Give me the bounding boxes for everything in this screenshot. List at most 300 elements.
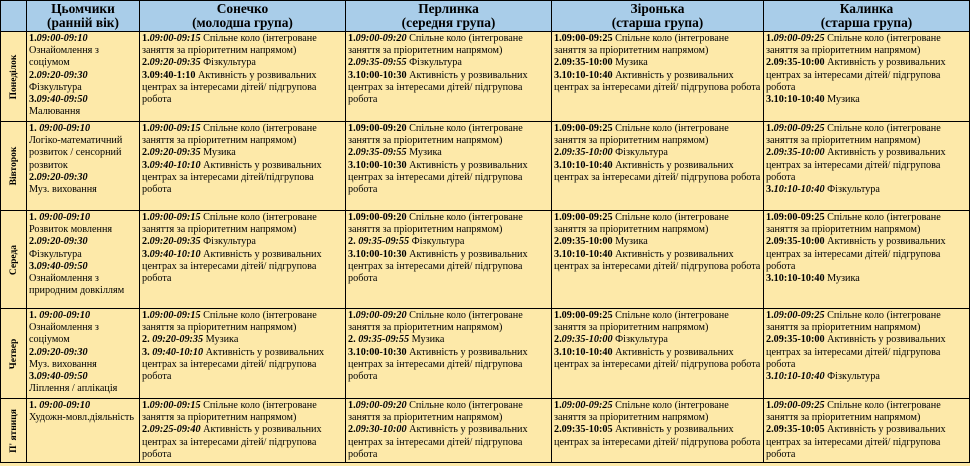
activity-entry xyxy=(766,334,967,371)
entry-number: 1. xyxy=(142,212,150,223)
entry-time: 09:30-10:00 xyxy=(355,424,407,436)
entry-time: 09:40-09:50 xyxy=(36,260,88,272)
day-cell xyxy=(1,211,27,309)
entry-text: Спільне коло (інтегроване заняття за пріоритетним напрямом) xyxy=(142,310,317,334)
group-header: Зіронька (старша група) xyxy=(552,1,764,32)
entry-number: 2. xyxy=(142,147,150,159)
schedule-cell xyxy=(764,309,970,399)
schedule-cell xyxy=(552,122,764,211)
schedule-cell xyxy=(346,211,552,309)
entry-number: 3. xyxy=(142,248,150,260)
entry-text: Ліплення / аплікація xyxy=(29,383,118,395)
entry-number: 3. xyxy=(142,159,150,171)
entry-text: Активність у розвивальних центрах за інтересами дітей/ підгрупова робота xyxy=(766,236,946,272)
schedule-cell xyxy=(764,399,970,463)
activity-entry xyxy=(29,412,137,424)
entry-number: 3.10:10-10:40 xyxy=(554,69,613,81)
activity-entry xyxy=(142,424,343,461)
activity-entry xyxy=(29,184,137,196)
activity-entry xyxy=(766,424,967,461)
entry-number: 2.09:35-10:05 xyxy=(554,424,613,436)
activity-entry xyxy=(766,57,967,94)
entry-number: 2. xyxy=(554,147,562,159)
activity-entry xyxy=(348,310,549,334)
activity-entry xyxy=(142,310,343,334)
entry-time: 09:00-09:25 xyxy=(773,400,825,411)
entry-number: 1. xyxy=(348,33,356,44)
day-label: Четвер xyxy=(8,338,19,369)
activity-entry xyxy=(29,359,137,371)
entry-number: 2. xyxy=(348,236,356,248)
activity-entry xyxy=(142,249,343,286)
schedule-cell xyxy=(27,32,140,122)
entry-text: Спільне коло (інтегроване заняття за пріоритетним напрямом) xyxy=(348,123,523,147)
entry-number: 1. xyxy=(29,123,37,134)
entry-time: 09:20-09:30 xyxy=(36,69,88,81)
entry-time: 10:10-10:40 xyxy=(773,371,825,383)
activity-entry xyxy=(29,70,137,82)
entry-text: Спільне коло (інтегроване заняття за пріоритетним напрямом) xyxy=(348,400,523,424)
entry-text: Малювання xyxy=(29,106,81,118)
entry-number: 1. xyxy=(29,400,37,411)
schedule-cell xyxy=(27,211,140,309)
entry-number: 3. xyxy=(142,346,150,358)
group-header: Перлинка (середня група) xyxy=(346,1,552,32)
entry-time: 09:00-09:10 xyxy=(36,310,91,321)
activity-entry xyxy=(29,45,137,69)
activity-entry xyxy=(29,94,137,106)
activity-entry xyxy=(766,273,967,285)
activity-entry xyxy=(554,57,761,69)
entry-number: 1. xyxy=(29,212,37,223)
activity-entry xyxy=(29,273,137,297)
table-row xyxy=(1,399,970,463)
activity-entry xyxy=(348,147,549,159)
entry-text: Спільне коло (інтегроване заняття за пріоритетним напрямом) xyxy=(554,123,729,147)
entry-number: 1. xyxy=(766,123,774,134)
entry-time: 09:00-09:20 xyxy=(355,310,407,321)
entry-number: 3.10:10-10:40 xyxy=(766,94,825,106)
entry-time: 09:00-09:15 xyxy=(149,123,201,134)
entry-number: 2.09:35-10:00 xyxy=(766,236,825,248)
entry-number: 3. xyxy=(29,94,37,106)
entry-number: 2. xyxy=(142,236,150,248)
entry-number: 2. xyxy=(29,69,37,81)
entry-text: Музика xyxy=(203,334,239,346)
entry-time: 10:10-10:40 xyxy=(773,184,825,196)
entry-number: 1. xyxy=(766,400,774,411)
entry-time: 09:35-09:55 xyxy=(355,57,407,69)
activity-entry xyxy=(142,236,343,248)
entry-text: Ознайомлення з природним довкіллям xyxy=(29,273,125,297)
activity-entry xyxy=(766,33,967,57)
entry-number: 1.09:00-09:25 xyxy=(554,123,613,134)
entry-number: 2.09:35-10:05 xyxy=(766,424,825,436)
entry-text: Музика xyxy=(824,273,860,285)
activity-entry xyxy=(766,94,967,106)
entry-time: 09:35-10:00 xyxy=(773,147,825,159)
entry-number: 1. xyxy=(29,310,37,321)
entry-number: 2. xyxy=(142,424,150,436)
activity-entry xyxy=(766,212,967,236)
day-label: П' ятниця xyxy=(8,408,19,453)
entry-number: 1.09:00-09:20 xyxy=(348,212,407,223)
entry-text: Активність у розвивальних центрах за інтересами дітей/ підгрупова робота xyxy=(348,346,528,383)
entry-time: 09:00-09:25 xyxy=(773,310,825,321)
activity-entry xyxy=(142,212,343,236)
entry-text: Фізкультура xyxy=(200,57,256,69)
entry-number: 1. xyxy=(142,400,150,411)
entry-number: 2. xyxy=(29,171,37,183)
entry-number: 2. xyxy=(348,147,356,159)
entry-number: 2. xyxy=(142,334,150,346)
entry-number: 2.09:35-10:00 xyxy=(766,334,825,346)
activity-entry xyxy=(348,249,549,286)
table-row xyxy=(1,211,970,309)
entry-time: 09:40-10:10 xyxy=(149,159,201,171)
activity-entry xyxy=(554,70,761,94)
entry-number: 2.09:35-10:00 xyxy=(554,236,613,248)
activity-entry xyxy=(142,70,343,107)
entry-text: Активність у розвивальних центрах за інтересами дітей/ підгрупова робота xyxy=(142,346,325,383)
entry-number: 2. xyxy=(29,346,37,358)
entry-time: 09:00-09:10 xyxy=(36,33,88,44)
entry-text: Спільне коло (інтегроване заняття за пріоритетним напрямом) xyxy=(348,33,523,57)
entry-number: 3.10:10-10:40 xyxy=(554,346,613,358)
entry-text: Спільне коло (інтегроване заняття за пріоритетним напрямом) xyxy=(142,212,317,236)
entry-text: Спільне коло (інтегроване заняття за пріоритетним напрямом) xyxy=(766,400,941,424)
group-header: Калинка (старша група) xyxy=(764,1,970,32)
entry-time: 09:35-09:55 xyxy=(355,334,410,346)
entry-number: 2. xyxy=(142,57,150,69)
entry-time: 09:00-09:15 xyxy=(149,310,201,321)
entry-text: Фізкультура xyxy=(406,57,462,69)
group-header: Цьомчики (ранній вік) xyxy=(27,1,140,32)
entry-number: 3.10:10-10:40 xyxy=(554,159,613,171)
schedule-cell xyxy=(140,122,346,211)
entry-number: 3.10:00-10:30 xyxy=(348,159,407,171)
entry-number: 3.10:00-10:30 xyxy=(348,248,407,260)
entry-text: Музика xyxy=(200,147,236,159)
activity-entry xyxy=(29,236,137,248)
activity-entry xyxy=(142,147,343,159)
activity-entry xyxy=(29,347,137,359)
entry-text: Активність у розвивальних центрах за інтересами дітей/ підгрупова робота xyxy=(142,248,322,285)
schedule-cell xyxy=(140,32,346,122)
entry-text: Спільне коло (інтегроване заняття за пріоритетним напрямом) xyxy=(554,310,729,334)
entry-text: Спільне коло (інтегроване заняття за пріоритетним напрямом) xyxy=(142,33,317,57)
entry-time: 09:20-09:30 xyxy=(36,236,88,248)
entry-text: Фізкультура xyxy=(409,236,465,248)
activity-entry xyxy=(29,33,137,45)
entry-text: Спільне коло (інтегроване заняття за пріоритетним напрямом) xyxy=(766,123,941,147)
entry-number: 1. xyxy=(142,310,150,321)
entry-number: 1. xyxy=(29,33,37,44)
entry-number: 2.09:35-10:00 xyxy=(554,57,613,69)
activity-entry xyxy=(554,249,761,273)
activity-entry xyxy=(348,57,549,69)
entry-number: 3. xyxy=(766,184,774,196)
entry-number: 1.09:00-09:25 xyxy=(554,33,613,44)
entry-time: 09:40-10:10 xyxy=(149,248,201,260)
entry-text: Спільне коло (інтегроване заняття за пріоритетним напрямом) xyxy=(766,33,941,57)
activity-entry xyxy=(554,147,761,159)
header-row xyxy=(1,1,970,32)
entry-text: Активність у розвивальних центрах за інтересами дітей/ підгрупова робота xyxy=(348,424,528,460)
activity-entry xyxy=(554,347,761,371)
entry-time: 09:20-09:35 xyxy=(149,57,201,69)
activity-entry xyxy=(29,123,137,135)
day-label: Понеділок xyxy=(8,54,19,99)
entry-time: 09:00-09:15 xyxy=(149,212,201,223)
entry-text: Спільне коло (інтегроване заняття за пріоритетним напрямом) xyxy=(766,212,941,236)
entry-text: Активність у розвивальних центрах за інтересами дітей/ підгрупова робота xyxy=(554,248,761,272)
table-row xyxy=(1,32,970,122)
activity-entry xyxy=(348,160,549,197)
entry-number: 1. xyxy=(348,310,356,321)
schedule-cell xyxy=(140,309,346,399)
entry-number: 3. xyxy=(29,371,37,383)
entry-number: 2.09:35-10:00 xyxy=(766,57,825,69)
group-header: Сонечко (молодша група) xyxy=(140,1,346,32)
entry-time: 09:20-09:30 xyxy=(36,346,88,358)
schedule-cell xyxy=(27,122,140,211)
activity-entry xyxy=(766,310,967,334)
activity-entry xyxy=(554,310,761,334)
entry-number: 1.09:00-09:25 xyxy=(554,212,613,223)
schedule-cell xyxy=(552,399,764,463)
entry-text: Муз. виховання xyxy=(29,184,97,196)
entry-text: Активність у розвивальних центрах за інтересами дітей/ підгрупова робота xyxy=(348,69,528,106)
entry-number: 2. xyxy=(348,334,356,346)
activity-entry xyxy=(29,224,137,236)
schedule-cell xyxy=(27,309,140,399)
entry-number: 1.09:00-09:20 xyxy=(348,123,407,134)
corner-cell xyxy=(1,1,27,32)
schedule-cell xyxy=(552,32,764,122)
activity-entry xyxy=(554,212,761,236)
day-label: Середа xyxy=(8,244,19,275)
activity-entry xyxy=(142,400,343,424)
entry-text: Спільне коло (інтегроване заняття за пріоритетним напрямом) xyxy=(554,212,729,236)
activity-entry xyxy=(348,70,549,107)
entry-text: Фізкультура xyxy=(824,184,880,196)
entry-number: 1. xyxy=(142,33,150,44)
activity-entry xyxy=(766,123,967,147)
activity-entry xyxy=(348,123,549,147)
entry-time: 09:25-09:40 xyxy=(149,424,201,436)
schedule-cell xyxy=(140,211,346,309)
entry-text: Активність у розвивальних центрах за інтересами дітей/ підгрупова робота xyxy=(766,334,946,370)
entry-text: Музика xyxy=(824,94,860,106)
entry-number: 3.10:00-10:30 xyxy=(348,69,407,81)
activity-entry xyxy=(766,184,967,196)
entry-number: 3. xyxy=(766,371,774,383)
entry-number: 2. xyxy=(766,147,774,159)
day-cell xyxy=(1,122,27,211)
activity-entry xyxy=(554,236,761,248)
entry-time: 09:00-09:10 xyxy=(36,123,91,134)
entry-time: 09:40-10:10 xyxy=(149,346,204,358)
activity-entry xyxy=(766,147,967,184)
activity-entry xyxy=(29,371,137,383)
schedule-cell xyxy=(346,32,552,122)
entry-text: Спільне коло (інтегроване заняття за пріоритетним напрямом) xyxy=(348,310,523,334)
entry-time: 09:00-09:25 xyxy=(561,400,613,411)
entry-text: Спільне коло (інтегроване заняття за пріоритетним напрямом) xyxy=(554,33,729,57)
entry-text: Спільне коло (інтегроване заняття за пріоритетним напрямом) xyxy=(766,310,941,334)
activity-entry xyxy=(766,400,967,424)
entry-number: 3.10:10-10:40 xyxy=(554,248,613,260)
activity-entry xyxy=(348,334,549,346)
activity-entry xyxy=(766,371,967,383)
entry-time: 09:35-10:00 xyxy=(561,147,613,159)
entry-text: Активність у розвивальних центрах за інтересами дітей/ підгрупова робота xyxy=(142,424,322,460)
schedule-cell xyxy=(346,399,552,463)
entry-text: Фізкультура xyxy=(612,147,668,159)
entry-time: 09:20-09:35 xyxy=(149,334,204,346)
day-label: Вівторок xyxy=(8,146,19,186)
entry-time: 09:00-09:10 xyxy=(36,212,91,223)
entry-number: 1. xyxy=(766,33,774,44)
entry-text: Активність у розвивальних центрах за інтересами дітей/ підгрупова робота xyxy=(142,69,317,106)
entry-time: 09:00-09:25 xyxy=(773,33,825,44)
activity-entry xyxy=(348,212,549,236)
activity-entry xyxy=(142,57,343,69)
entry-text: Фізкультура xyxy=(200,236,256,248)
entry-time: 09:20-09:35 xyxy=(149,236,201,248)
activity-entry xyxy=(554,400,761,424)
activity-entry xyxy=(554,424,761,448)
activity-entry xyxy=(29,400,137,412)
activity-entry xyxy=(554,123,761,147)
entry-time: 09:35-09:55 xyxy=(355,147,407,159)
schedule-cell xyxy=(764,32,970,122)
activity-entry xyxy=(29,172,137,184)
schedule-cell xyxy=(27,399,140,463)
entry-time: 09:00-09:10 xyxy=(36,400,91,411)
entry-text: Розвиток мовлення xyxy=(29,224,113,236)
entry-text: Активність у розвивальних центрах за інтересами дітей/підгрупова робота xyxy=(142,159,322,196)
schedule-cell xyxy=(346,122,552,211)
entry-time: 09:00-09:15 xyxy=(149,33,201,44)
entry-text: Муз. виховання xyxy=(29,358,97,370)
entry-text: Активність у розвивальних центрах за інтересами дітей/ підгрупова робота xyxy=(766,424,946,460)
day-cell xyxy=(1,399,27,463)
table-row xyxy=(1,309,970,399)
table-row xyxy=(1,122,970,211)
entry-text: Музика xyxy=(612,236,648,248)
activity-entry xyxy=(142,347,343,384)
activity-entry xyxy=(29,383,137,395)
entry-time: 09:20-09:35 xyxy=(149,147,201,159)
entry-time: 09:35-09:55 xyxy=(355,236,410,248)
activity-entry xyxy=(348,347,549,384)
entry-text: Фізкультура xyxy=(29,81,82,93)
entry-text: Музика xyxy=(406,147,442,159)
entry-text: Художн-мовл.діяльність xyxy=(29,412,134,424)
activity-entry xyxy=(29,249,137,261)
schedule-cell xyxy=(764,211,970,309)
day-cell xyxy=(1,309,27,399)
entry-number: 1. xyxy=(554,400,562,411)
activity-entry xyxy=(29,106,137,118)
entry-text: Спільне коло (інтегроване заняття за пріоритетним напрямом) xyxy=(142,123,317,147)
activity-entry xyxy=(766,236,967,273)
entry-number: 1. xyxy=(142,123,150,134)
entry-text: Фізкультура xyxy=(29,248,82,260)
entry-time: 09:00-09:25 xyxy=(773,123,825,134)
entry-text: Спільне коло (інтегроване заняття за пріоритетним напрямом) xyxy=(142,400,317,424)
entry-number: 3. xyxy=(29,260,37,272)
entry-time: 09:20-09:30 xyxy=(36,171,88,183)
activity-entry xyxy=(29,212,137,224)
entry-text: Активність у розвивальних центрах за інтересами дітей/ підгрупова робота xyxy=(554,346,761,370)
entry-text: Музика xyxy=(612,57,648,69)
activity-entry xyxy=(348,236,549,248)
activity-entry xyxy=(29,82,137,94)
entry-text: Активність у розвивальних центрах за інтересами дітей/ підгрупова робота xyxy=(766,57,946,93)
schedule-cell xyxy=(764,122,970,211)
entry-text: Активність у розвивальних центрах за інтересами дітей/ підгрупова робота xyxy=(348,248,528,285)
entry-time: 09:40-09:50 xyxy=(36,371,88,383)
entry-text: Активність у розвивальних центрах за інтересами дітей/ підгрупова робота xyxy=(766,147,946,183)
schedule-cell xyxy=(140,399,346,463)
entry-number: 2. xyxy=(348,57,356,69)
entry-number: 1. xyxy=(766,310,774,321)
entry-number: 1.09:00-09:25 xyxy=(554,310,613,321)
activity-entry xyxy=(142,33,343,57)
entry-text: Фізкультура xyxy=(612,334,668,346)
activity-entry xyxy=(348,424,549,461)
entry-text: Ознайомлення з соціумом xyxy=(29,322,99,346)
activity-entry xyxy=(142,334,343,346)
activity-entry xyxy=(348,400,549,424)
entry-number: 3.10:10-10:40 xyxy=(766,273,825,285)
entry-number: 1.09:00-09:25 xyxy=(766,212,825,223)
activity-entry xyxy=(348,33,549,57)
activity-entry xyxy=(29,310,137,322)
entry-text: Логіко-математичний розвиток / сенсорний розвиток xyxy=(29,135,123,171)
entry-text: Фізкультура xyxy=(824,371,880,383)
entry-number: 3.10:00-10:30 xyxy=(348,346,407,358)
activity-entry xyxy=(29,135,137,172)
day-cell xyxy=(1,32,27,122)
entry-number: 2. xyxy=(348,424,356,436)
entry-number: 1. xyxy=(348,400,356,411)
entry-number: 2. xyxy=(554,334,562,346)
entry-text: Активність у розвивальних центрах за інтересами дітей/ підгрупова робота xyxy=(554,159,761,183)
entry-text: Активність у розвивальних центрах за інтересами дітей/ підгрупова робота xyxy=(554,424,761,448)
activity-entry xyxy=(554,160,761,184)
activity-entry xyxy=(554,334,761,346)
entry-number: 3.09:40-1:10 xyxy=(142,69,196,81)
entry-text: Ознайомлення з соціумом xyxy=(29,45,99,69)
entry-text: Музика xyxy=(409,334,445,346)
activity-entry xyxy=(142,160,343,197)
activity-entry xyxy=(554,33,761,57)
entry-time: 09:35-10:00 xyxy=(561,334,613,346)
entry-number: 2. xyxy=(29,236,37,248)
entry-time: 09:00-09:20 xyxy=(355,400,407,411)
entry-time: 09:00-09:15 xyxy=(149,400,201,411)
schedule-cell xyxy=(346,309,552,399)
activity-entry xyxy=(142,123,343,147)
entry-time: 09:40-09:50 xyxy=(36,94,88,106)
schedule-cell xyxy=(552,309,764,399)
entry-text: Спільне коло (інтегроване заняття за пріоритетним напрямом) xyxy=(348,212,523,236)
activity-entry xyxy=(29,261,137,273)
